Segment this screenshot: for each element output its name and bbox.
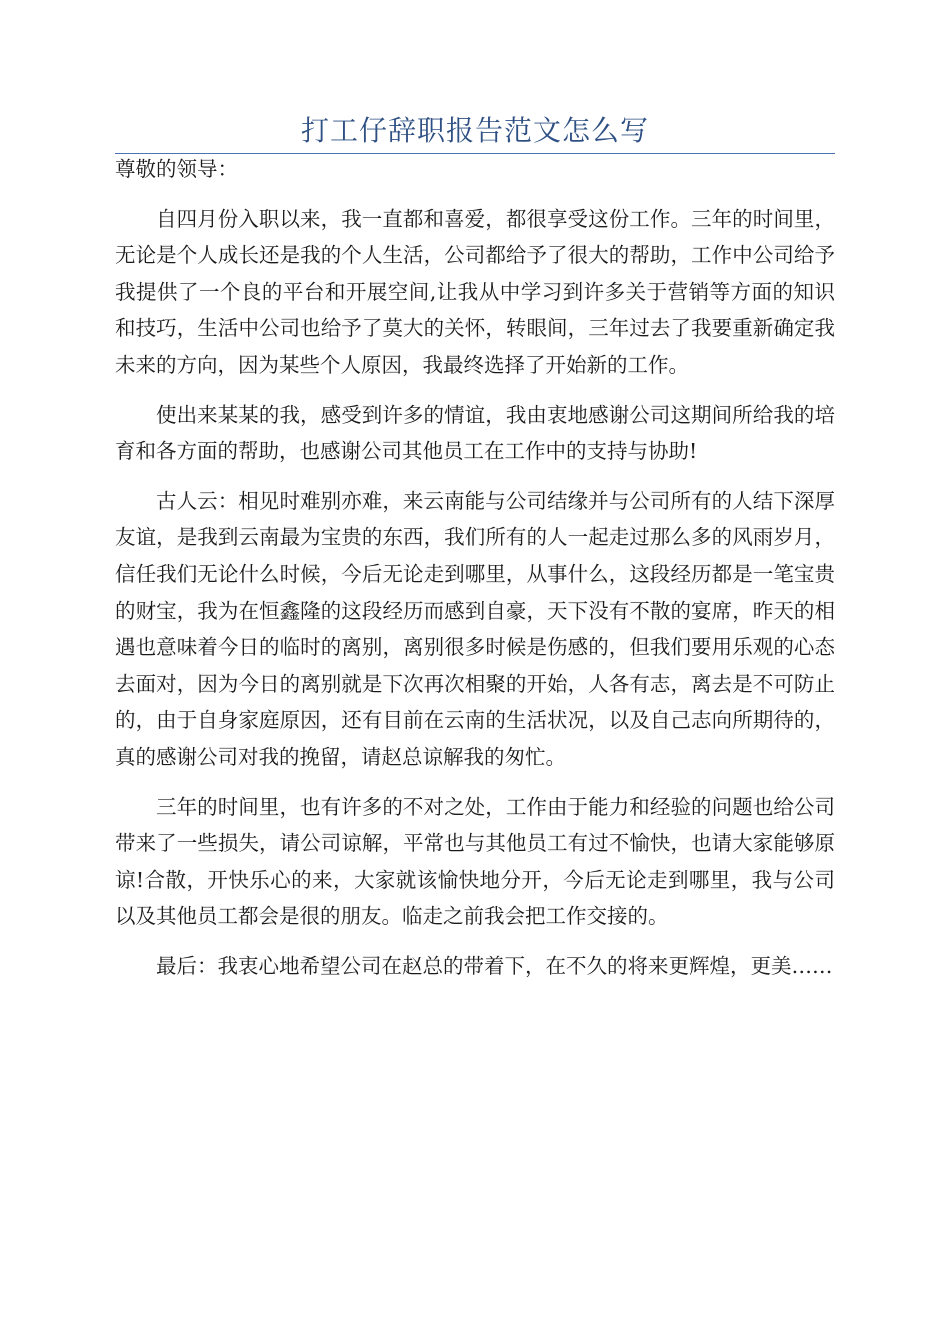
- document-body: [115, 151, 835, 997]
- paragraph-4: 三年的时间里，也有许多的不对之处，工作由于能力和经验的问题也给公司带来了一些损失，请公司谅解，平常也与其他员工有过不愉快，也请大家能够原谅!合散，开快乐心的来，大家就该愉快地分开，今后无论走到哪里，我与公司以及其他员工都会是很的朋友。临走之前我会把工作交接的。: [115, 794, 835, 929]
- paragraph-5: 最后：我衷心地希望公司在赵总的带着下，在不久的将来更辉煌，更美……: [156, 953, 833, 978]
- salutation: 尊敬的领导：: [115, 157, 238, 181]
- page-title: 打工仔辞职报告范文怎么写: [300, 114, 649, 147]
- paragraph-1: 自四月份入职以来，我一直都和喜爱，都很享受这份工作。三年的时间里，无论是个人成长还是我的个人生活，公司都给予了很大的帮助，工作中公司给予我提供了一个良的平台和开展空间,让我从中学习到许多关于营销等方面的知识和技巧，生活中公司也给予了莫大的关怀，转眼间，三年过去了我要重新确定我未来的方向，因为某些个人原因，我最终选择了开始新的工作。: [115, 206, 835, 377]
- paragraph-3: 古人云：相见时难别亦难，来云南能与公司结缘并与公司所有的人结下深厚友谊，是我到云南最为宝贵的东西，我们所有的人一起走过那么多的风雨岁月，信任我们无论什么时候，今后无论走到哪里，从事什么，这段经历都是一笔宝贵的财宝，我为在恒鑫隆的这段经历而感到自豪，天下没有不散的宴席，昨天的相遇也意味着今日的临时的离别，离别很多时候是伤感的，但我们要用乐观的心态去面对，因为今日的离别就是下次再次相聚的开始，人各有志，离去是不可防止的，由于自身家庭原因，还有目前在云南的生活状况，以及自己志向所期待的，真的感谢公司对我的挽留，请赵总谅解我的匆忙。: [115, 488, 835, 769]
- paragraph-2: 使出来某某的我，感受到许多的情谊，我由衷地感谢公司这期间所给我的培育和各方面的帮助，也感谢公司其他员工在工作中的支持与协助!: [115, 402, 835, 464]
